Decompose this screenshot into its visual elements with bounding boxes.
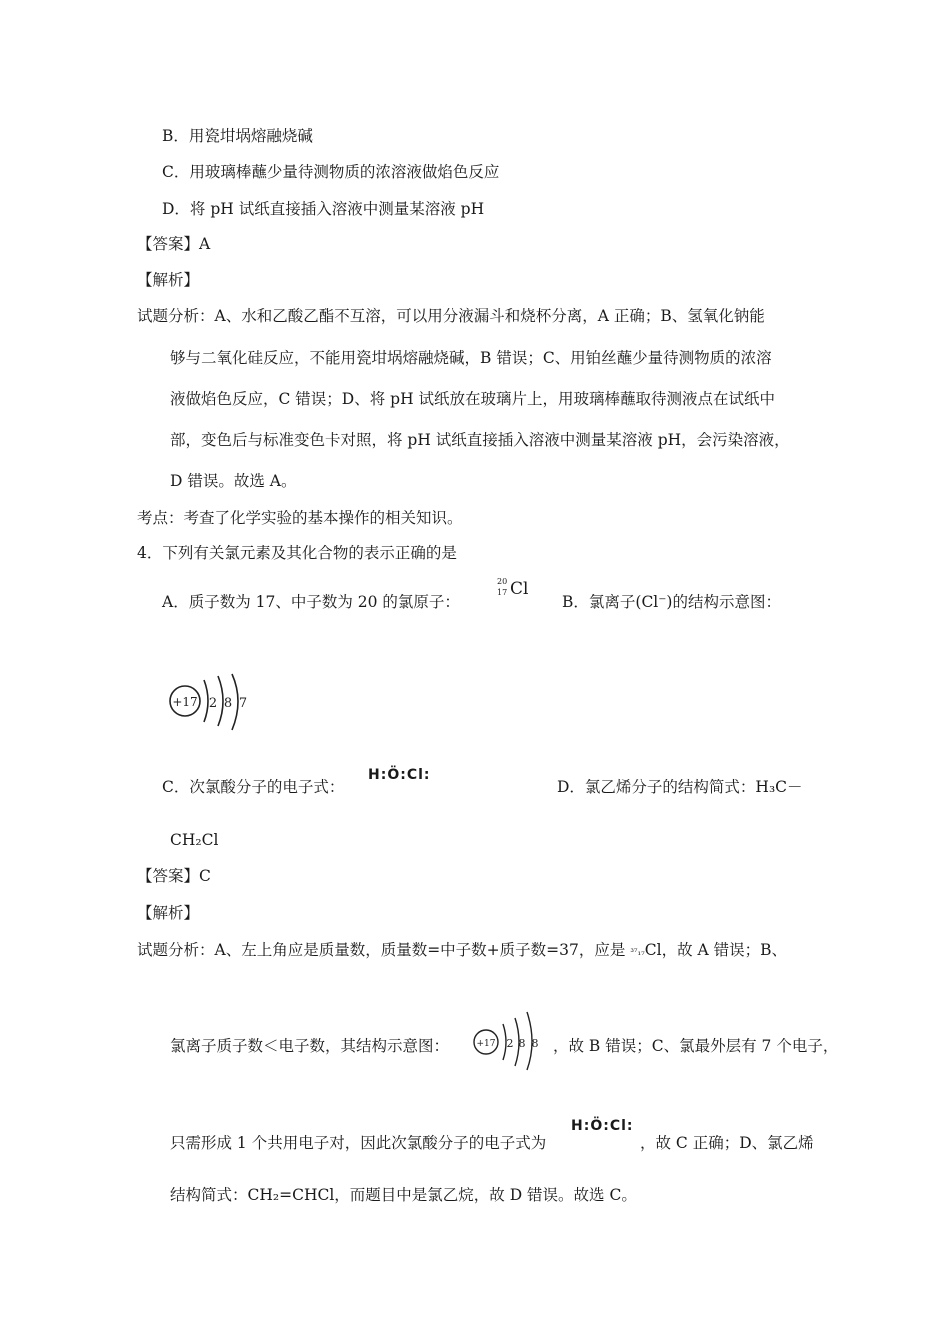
q4-analysis-line: ，故 C 正确；D、氯乙烯 — [640, 1134, 814, 1152]
q4-option-c: C．次氯酸分子的电子式： — [162, 778, 345, 796]
q4-analysis-header: 【解析】 — [137, 904, 200, 922]
q4-analysis-line: ，故 B 错误；C、氯最外层有 7 个电子， — [553, 1037, 839, 1055]
q4-stem: 4．下列有关氯元素及其化合物的表示正确的是 — [137, 544, 457, 562]
q4-option-a: A．质子数为 17、中子数为 20 的氯原子： — [162, 593, 460, 611]
isotope-notation — [497, 577, 537, 605]
hclo-electron-formula: H:Ö:Cl: — [368, 767, 431, 783]
q3-analysis-line: 够与二氧化硅反应，不能用瓷坩埚熔融烧碱，B 错误；C、用铂丝蘸少量待测物质的浓溶 — [170, 349, 772, 367]
q4-analysis-line: 只需形成 1 个共用电子对，因此次氯酸分子的电子式为 — [170, 1134, 547, 1152]
q4-answer: 【答案】C — [137, 867, 211, 885]
q3-analysis-line: D 错误。故选 A。 — [170, 472, 297, 490]
shell-electrons: 7 — [238, 696, 248, 711]
q3-option-c: C．用玻璃棒蘸少量待测物质的浓溶液做焰色反应 — [162, 163, 500, 181]
hclo-electron-formula-answer: H:Ö:Cl: — [571, 1118, 634, 1134]
nucleus-charge: +17 — [476, 1039, 496, 1049]
q3-analysis-line: 液做焰色反应，C 错误；D、将 pH 试纸放在玻璃片上，用玻璃棒蘸取待测液点在试纸中 — [170, 390, 776, 408]
q3-answer: 【答案】A — [137, 235, 211, 253]
q3-option-d: D．将 pH 试纸直接插入溶液中测量某溶液 pH — [162, 200, 485, 218]
isotope-atomic-number: 17 — [497, 588, 508, 597]
shell-electrons: 2 — [208, 696, 218, 711]
analysis-text: 试题分析：A、左上角应是质量数，质量数=中子数+质子数=37，应是 — [137, 941, 631, 959]
q3-analysis-line: 试题分析：A、水和乙酸乙酯不互溶，可以用分液漏斗和烧杯分离，A 正确；B、氢氧化钠能 — [137, 307, 765, 325]
nucleus-charge: +17 — [172, 695, 198, 709]
isotope-symbol: Cl — [510, 579, 529, 599]
q3-analysis-header: 【解析】 — [137, 271, 200, 289]
analysis-text: Cl，故 A 错误；B、 — [644, 941, 788, 959]
shell-arc — [218, 676, 223, 726]
q4-analysis-line: 结构简式：CH₂=CHCl，而题目中是氯乙烷，故 D 错误。故选 C。 — [170, 1186, 637, 1204]
q4-analysis-line: 氯离子质子数＜电子数，其结构示意图： — [170, 1037, 450, 1055]
shell-electrons: 2 — [506, 1037, 514, 1050]
chloride-answer-diagram — [471, 1010, 551, 1072]
q3-analysis-line: 部，变色后与标准变色卡对照，将 pH 试纸直接插入溶液中测量某溶液 pH，会污染溶液， — [170, 431, 790, 449]
isotope-mass-number: 20 — [497, 577, 508, 586]
shell-electrons: 8 — [518, 1037, 526, 1050]
chloride-structure-diagram — [166, 672, 256, 732]
q3-kaodian: 考点：考查了化学实验的基本操作的相关知识。 — [137, 509, 463, 527]
shell-arc — [204, 680, 208, 722]
q4-analysis-line — [137, 940, 787, 963]
shell-electrons: 8 — [531, 1037, 539, 1050]
q3-option-b: B．用瓷坩埚熔融烧碱 — [162, 127, 313, 145]
q4-option-d: D．氯乙烯分子的结构简式：H₃C－ — [557, 778, 803, 796]
q4-option-b: B．氯离子(Cl⁻)的结构示意图： — [562, 593, 781, 611]
shell-electrons: 8 — [223, 696, 233, 711]
shell-arc — [232, 674, 238, 730]
isotope-inline: ³⁷₁₇ — [630, 948, 645, 958]
q4-option-d-continued: CH₂Cl — [170, 831, 219, 849]
